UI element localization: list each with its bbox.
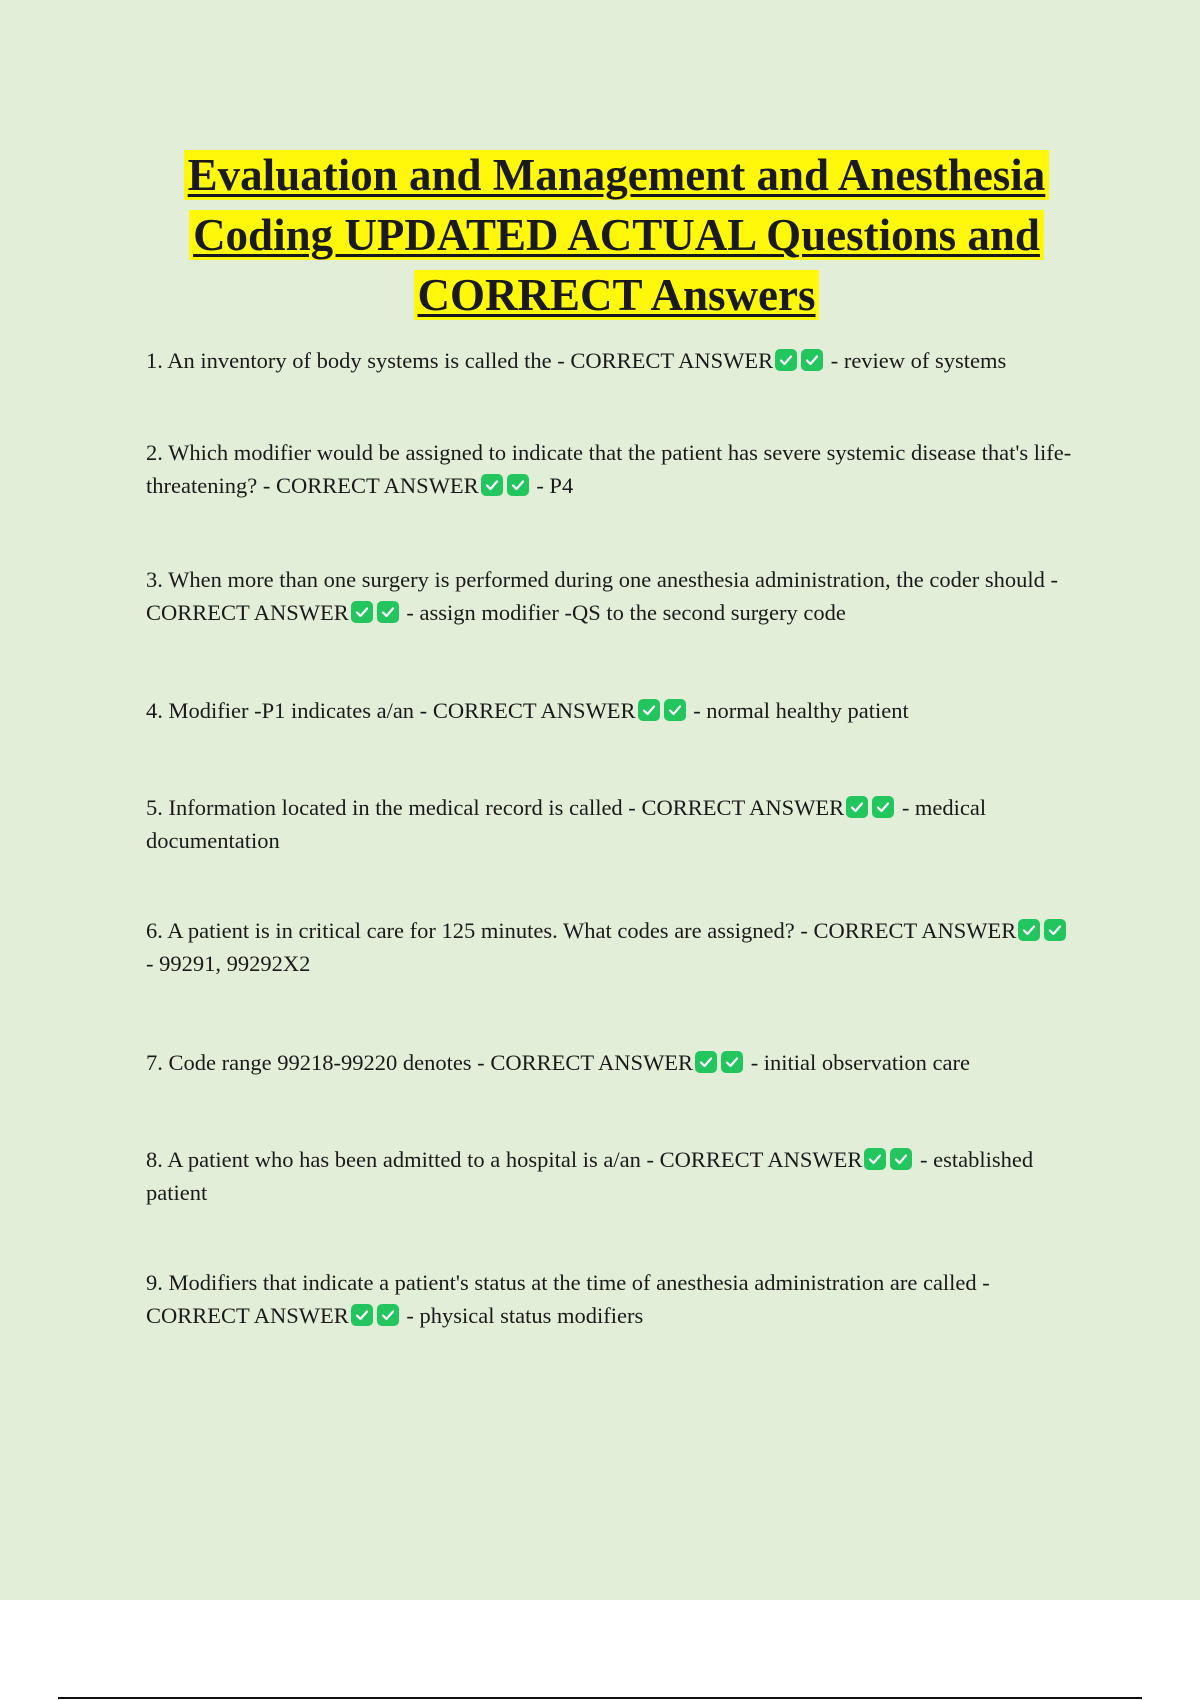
question-text: 1. An inventory of body systems is called the -: [146, 348, 565, 373]
correct-answer-label: CORRECT ANSWER: [570, 348, 774, 373]
answer-text: - assign modifier -QS to the second surgery code: [406, 600, 846, 625]
answer-text: - P4: [536, 473, 574, 498]
check-box-icon: [864, 1148, 886, 1170]
qa-item-3: [146, 563, 1076, 629]
check-box-icon: [801, 349, 823, 371]
question-text: 6. A patient is in critical care for 125 minutes. What codes are assigned? -: [146, 918, 808, 943]
title-line-1: Evaluation and Management and Anesthesia: [184, 150, 1050, 200]
title-line-2: Coding UPDATED ACTUAL Questions and: [189, 210, 1044, 260]
correct-answer-label: CORRECT ANSWER: [813, 918, 1017, 943]
qa-item-2: [146, 436, 1076, 502]
correct-answer-label: CORRECT ANSWER: [275, 473, 479, 498]
check-box-icon: [695, 1051, 717, 1073]
correct-answer-label: CORRECT ANSWER: [641, 795, 845, 820]
answer-text: - review of systems: [830, 348, 1007, 373]
check-box-icon: [481, 474, 503, 496]
question-text: 8. A patient who has been admitted to a hospital is a/an -: [146, 1147, 655, 1172]
qa-item-9: [146, 1266, 1076, 1332]
question-text: 5. Information located in the medical record is called -: [146, 795, 636, 820]
qa-item-7: [146, 1046, 1076, 1079]
check-box-icon: [507, 474, 529, 496]
correct-answer-label: CORRECT ANSWER: [490, 1050, 694, 1075]
check-box-icon: [377, 601, 399, 623]
question-text: 4. Modifier -P1 indicates a/an -: [146, 698, 428, 723]
correct-answer-label: CORRECT ANSWER: [146, 1303, 349, 1328]
answer-text: - established patient: [146, 1147, 1034, 1205]
qa-item-1: [146, 344, 1076, 377]
check-box-icon: [351, 1304, 373, 1326]
question-text: 7. Code range 99218-99220 denotes -: [146, 1050, 485, 1075]
check-box-icon: [1044, 919, 1066, 941]
check-box-icon: [664, 699, 686, 721]
qa-item-5: [146, 791, 1076, 857]
qa-item-6: [146, 914, 1076, 980]
correct-answer-label: CORRECT ANSWER: [432, 698, 636, 723]
check-box-icon: [638, 699, 660, 721]
check-box-icon: [377, 1304, 399, 1326]
answer-text: - normal healthy patient: [693, 698, 909, 723]
check-box-icon: [1018, 919, 1040, 941]
correct-answer-label: CORRECT ANSWER: [146, 600, 349, 625]
answer-text: - medical documentation: [146, 795, 987, 853]
check-box-icon: [721, 1051, 743, 1073]
document-title: [120, 145, 1113, 325]
correct-answer-label: CORRECT ANSWER: [659, 1147, 863, 1172]
question-text: 2. Which modifier would be assigned to indicate that the patient has severe systemic disease that's life-threatening? -: [146, 440, 1072, 498]
qa-item-4: [146, 694, 1076, 727]
check-box-icon: [890, 1148, 912, 1170]
question-text: 3. When more than one surgery is performed during one anesthesia administration, the coder should -: [146, 567, 1059, 592]
check-box-icon: [351, 601, 373, 623]
question-text: 9. Modifiers that indicate a patient's status at the time of anesthesia administration are called -: [146, 1270, 990, 1295]
check-box-icon: [872, 796, 894, 818]
qa-item-8: [146, 1143, 1076, 1209]
title-line-3: CORRECT Answers: [414, 270, 820, 320]
check-box-icon: [775, 349, 797, 371]
footer-divider: [58, 1697, 1142, 1699]
answer-text: - physical status modifiers: [406, 1303, 644, 1328]
check-box-icon: [846, 796, 868, 818]
answer-text: - initial observation care: [750, 1050, 970, 1075]
answer-text: - 99291, 99292X2: [146, 951, 311, 976]
